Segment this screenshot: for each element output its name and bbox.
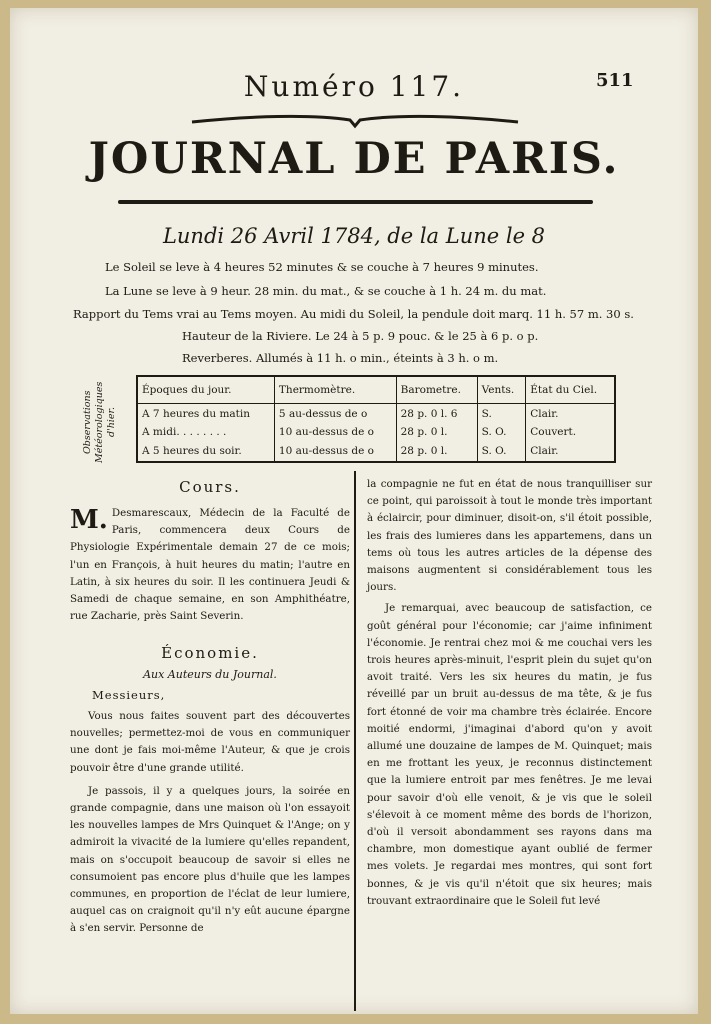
newspaper-page [10, 8, 698, 1014]
river-height: Hauteur de la Riviere. Le 24 à 5 p. 9 pouc. & le 25 à 6 p. o p. [182, 329, 539, 343]
table-cell: Clair. [526, 442, 615, 462]
table-cell: 28 p. 0 l. [396, 423, 477, 442]
table-cell: 5 au-dessus de o [274, 404, 396, 424]
street-lamps: Reverberes. Allumés à 11 h. o min., éteints à 3 h. o m. [182, 351, 499, 365]
table-cell: Couvert. [526, 423, 615, 442]
weather-table [136, 375, 616, 463]
paragraph: Je remarquai, avec beaucoup de satisfaction, ce goût général pour l'économie; car j'aime infiniment l'économie. Je rentrai chez moi & me couchai vers les trois heures après-minuit, l'esprit plein du sujet qu'on avoit traité. Vers les six heures du matin, je fus réveillé par un bruit au-dessus de ma tête, & je fus fort étonné de voir ma chambre très éclairée. Encore moitié endormi, j'imaginai d'abord qu'on y avoit allumé une douzaine de lampes de M. Quinquet; mais en me frottant les yeux, je reconnus distinctement que la lumiere entroit par mes fenêtres. Je me levai pour savoir d'où elle venoit, & je vis que le soleil s'élevoit à ce moment même des bords de l'horizon, d'où il versoit abondamment ses rayons dans ma chambre, mon domestique ayant oublié de fermer mes volets. Je regardai mes montres, qui sont fort bonnes, & je vis qu'il n'étoit que six heures; mais trouvant extraordinaire que le Soleil fut levé [367, 602, 652, 907]
observations-side-label: Observations Météorologiques d'hier. [82, 381, 117, 463]
table-cell: 28 p. 0 l. 6 [396, 404, 477, 424]
table-row [137, 404, 615, 424]
dateline: Lundi 26 Avril 1784, de la Lune le 8 [162, 224, 546, 248]
sun-times: Le Soleil se leve à 4 heures 52 minutes & se couche à 7 heures 9 minutes. [105, 260, 539, 274]
table-cell: 10 au-dessus de o [274, 442, 396, 462]
column-divider [354, 471, 356, 1011]
issue-number: Numéro 117. [243, 70, 465, 103]
header-cell: État du Ciel. [526, 376, 615, 404]
right-column-article [367, 476, 652, 914]
header-cell: Thermomètre. [274, 376, 396, 404]
section-title-economie: Économie. [161, 644, 259, 662]
masthead-rule [118, 200, 593, 204]
weather-table-header [137, 376, 615, 404]
page-number: 511 [596, 70, 634, 91]
cours-article [70, 505, 350, 625]
table-cell: A 7 heures du matin [137, 404, 274, 424]
table-cell: A 5 heures du soir. [137, 442, 274, 462]
table-row [137, 442, 615, 462]
paragraph: la compagnie ne fut en état de nous tranquilliser sur ce point, qui paroissoit à tout le monde très important à éclaircir, pour diminuer, disoit-on, s'il étoit possible, les frais des lumieres dans les appartemens, dans un tems où tous les autres articles de la dépense des maisons augmentent si considérablement tous les jours. [367, 478, 652, 594]
letter-addressee: Aux Auteurs du Journal. [143, 668, 277, 681]
table-row [137, 423, 615, 442]
cours-text: Desmarescaux, Médecin de la Faculté de Paris, commencera deux Cours de Physiologie Expérimentale demain 27 de ce mois; l'un en François, à huit heures du matin; l'autre en Latin, à six heures du soir. Il les continuera Jeudi & Samedi de chaque semaine, en son Amphithéatre, rue Zacharie, près Saint Severin. [70, 507, 350, 623]
letter-salutation: Messieurs, [92, 688, 166, 702]
header-cell: Barometre. [396, 376, 477, 404]
masthead-title: JOURNAL DE PARIS. [88, 134, 620, 184]
table-cell: Clair. [526, 404, 615, 424]
header-cell: Époques du jour. [137, 376, 274, 404]
table-cell: A midi. . . . . . . . [137, 423, 274, 442]
table-cell: S. O. [477, 423, 526, 442]
dropcap: M. [70, 505, 108, 535]
table-cell: 28 p. 0 l. [396, 442, 477, 462]
ornament-rule [190, 108, 520, 132]
paragraph: Je passois, il y a quelques jours, la soirée en grande compagnie, dans une maison où l'on essayoit les nouvelles lampes de Mrs Quinquet & l'Ange; on y admiroit la vivacité de la lumiere qu'elles repandent, mais on s'occupoit beaucoup de savoir si elles ne consumoient pas encore plus d'huile que les lampes communes, en proportion de l'éclat de leur lumiere, auquel cas on craignoit qu'il n'y eût aucune épargne à s'en servir. Personne de [70, 784, 350, 935]
table-cell: S. [477, 404, 526, 424]
table-cell: 10 au-dessus de o [274, 423, 396, 442]
paragraph: Vous nous faites souvent part des découvertes nouvelles; permettez-moi de vous en communiquer une dont je fais moi-même l'Auteur, & que je crois pouvoir être d'une grande utilité. [70, 710, 350, 774]
economie-article [70, 708, 350, 944]
time-equation: Rapport du Tems vrai au Tems moyen. Au midi du Soleil, la pendule doit marq. 11 h. 57 m. 30 s. [73, 307, 634, 321]
table-cell: S. O. [477, 442, 526, 462]
section-title-cours: Cours. [179, 478, 241, 496]
moon-times: La Lune se leve à 9 heur. 28 min. du mat., & se couche à 1 h. 24 m. du mat. [105, 284, 547, 298]
header-cell: Vents. [477, 376, 526, 404]
